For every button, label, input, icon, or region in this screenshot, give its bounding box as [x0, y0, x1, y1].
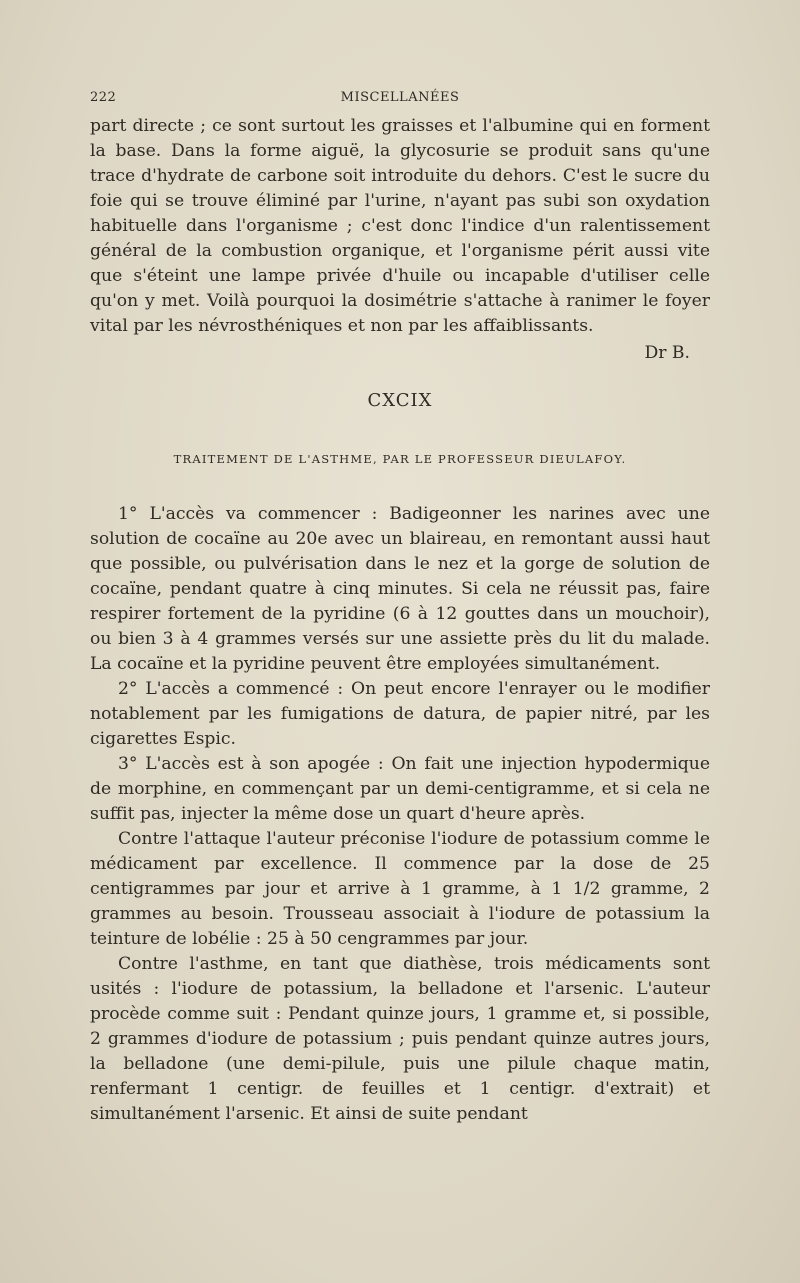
paragraph-attack-treatment: Contre l'attaque l'auteur préconise l'iodure de potassium comme le médicament par excellence. Il commence par la dose de 25 centigrammes par jour et arrive à 1 gramme, à 1 1/2 gramme, 2 grammes au besoin. Trousseau associait à l'iodure de potassium la teinture de lobélie : 25 à 50 cengrammes par jour. [90, 829, 710, 949]
paragraph-diathesis-treatment: Contre l'asthme, en tant que diathèse, trois médicaments sont usités : l'iodure de potassium, la belladone et l'arsenic. L'auteur procède comme suit : Pendant quinze jours, 1 gramme et, si possible, 2 grammes d'iodure de potassium ; puis pendant quinze autres jours, la belladone (une demi-pilule, puis une pilule chaque matin, renfermant 1 centigr. de feuilles et 1 centigr. d'extrait) et simultanément l'arsenic. Et ainsi de suite pendant [90, 954, 710, 1124]
paragraph-step-3: 3° L'accès est à son apogée : On fait une injection hypodermique de morphine, en commençant par un demi-centigramme, et si cela ne suffit pas, injecter la même dose un quart d'heure après. [90, 754, 710, 824]
section-title: TRAITEMENT DE L'ASTHME, PAR LE PROFESSEUR DIEULAFOY. [173, 452, 627, 466]
paragraph-step-1: 1° L'accès va commencer : Badigeonner les narines avec une solution de cocaïne au 20e avec un blaireau, en remontant aussi haut que possible, ou pulvérisation dans le nez et la gorge de solution de cocaïne, pendant quatre à cinq minutes. Si cela ne réussit pas, faire respirer fortement de la pyridine (6 à 12 gouttes dans un mouchoir), ou bien 3 à 4 grammes versés sur une assiette près du lit du malade. La cocaïne et la pyridine peuvent être employées simultanément. [90, 504, 710, 674]
running-title: MISCELLANÉES [340, 90, 460, 105]
signature: Dr B. [644, 343, 690, 363]
running-head [90, 90, 710, 112]
paragraph-step-2: 2° L'accès a commencé : On peut encore l'enrayer ou le modifier notablement par les fumigations de datura, de papier nitré, par les cigarettes Espic. [90, 679, 710, 749]
page-number: 222 [90, 90, 117, 105]
chapter-number: CXCIX [367, 390, 433, 411]
continued-paragraph: part directe ; ce sont surtout les graisses et l'albumine qui en forment la base. Dans la forme aiguë, la glycosurie se produit sans qu'une trace d'hydrate de carbone soit introduite du dehors. C'est le sucre du foie qui se trouve éliminé par l'urine, n'ayant pas subi son oxydation habituelle dans l'organisme ; c'est donc l'indice d'un ralentissement général de la combustion organique, et l'organisme périt aussi vite que s'éteint une lampe privée d'huile ou incapable d'utiliser celle qu'on y met. Voilà pourquoi la dosimétrie s'attache à ranimer le foyer vital par les névrosthéniques et non par les affaiblissants. [90, 116, 710, 336]
body-text [90, 114, 710, 1127]
